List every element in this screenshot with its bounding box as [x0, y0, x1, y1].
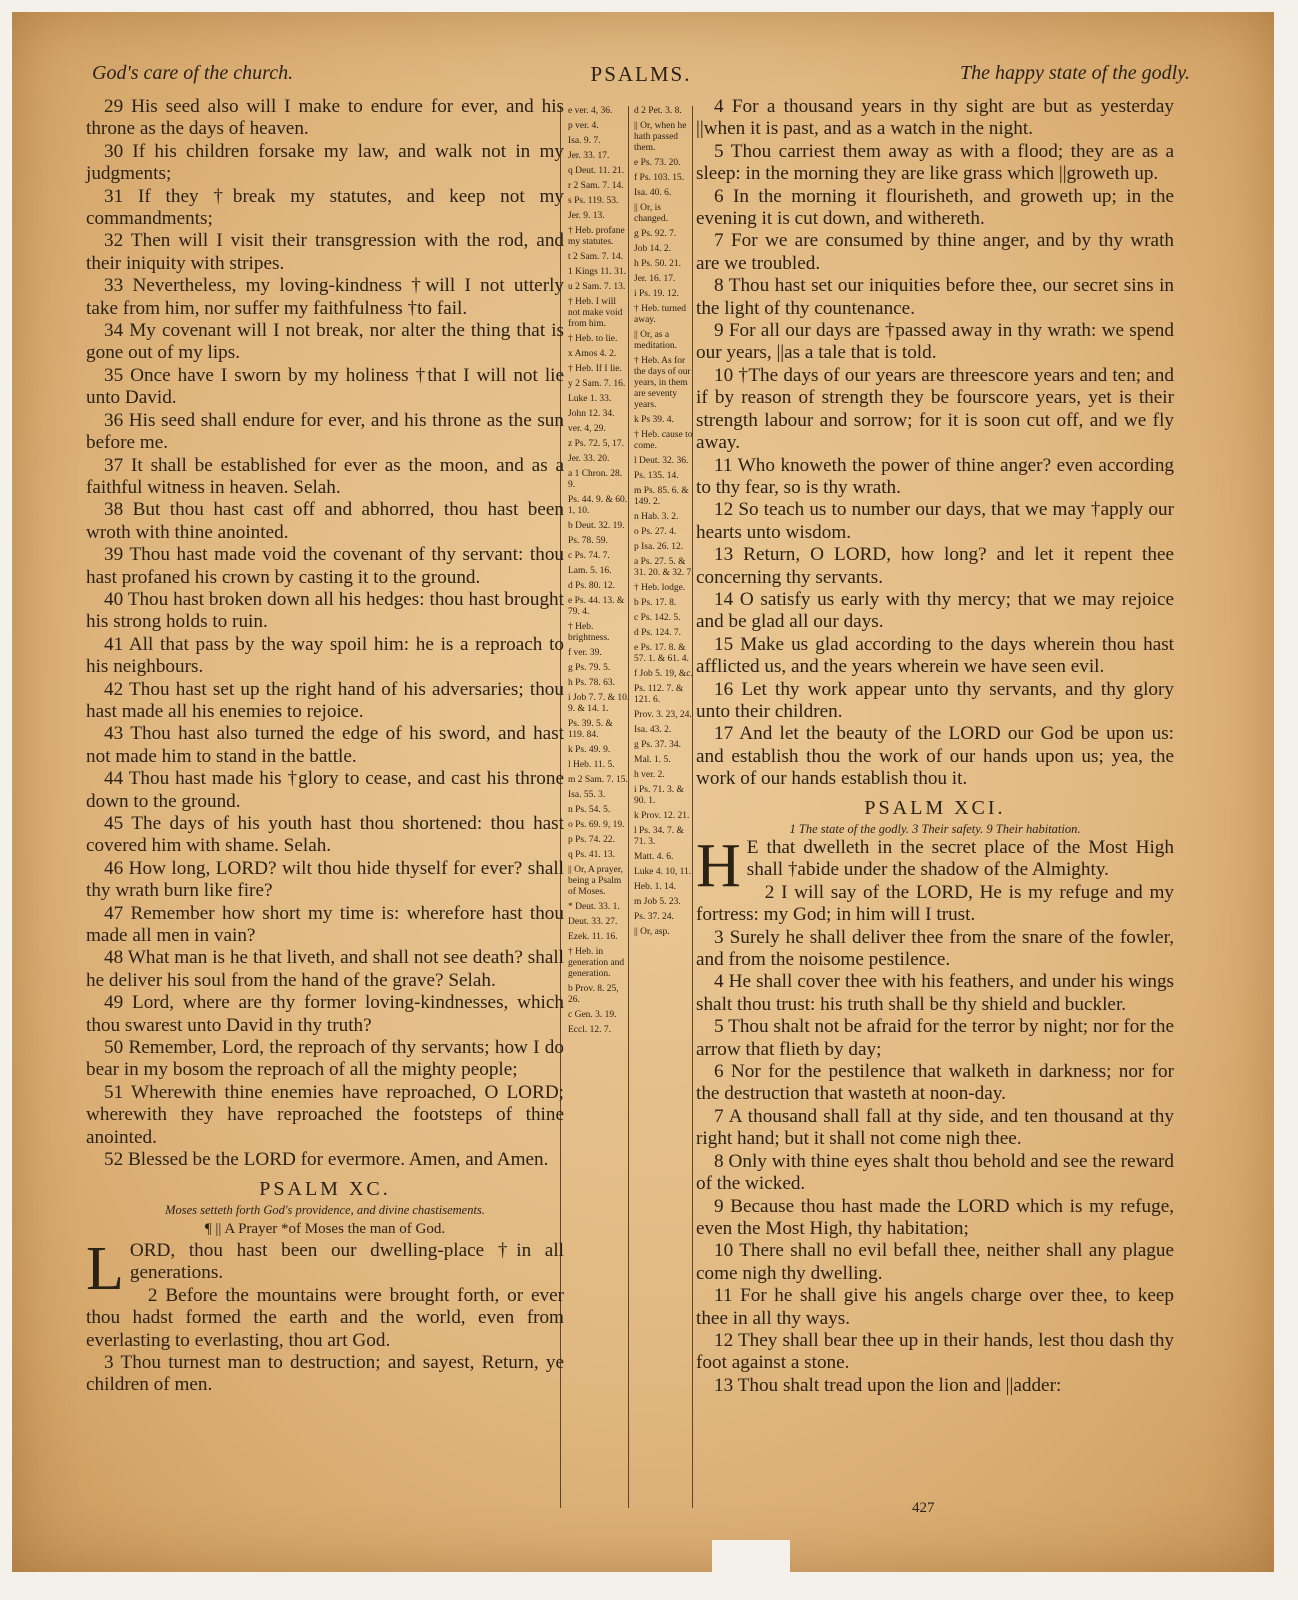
cross-reference: d Ps. 80. 12. — [568, 581, 615, 591]
psalm90-verses — [86, 1285, 564, 1397]
cross-reference: Job 14. 2. — [634, 244, 671, 254]
verse-text: For a thousand years in thy sight are but as yesterday ||when it is past, and as a watch in the night. — [696, 96, 1174, 140]
verse-number: 42 — [104, 678, 124, 700]
verse — [696, 1106, 1174, 1151]
cross-reference: † Heb. lodge. — [634, 583, 686, 593]
verse-number: 49 — [104, 992, 124, 1014]
cross-reference: † Heb. If I lie. — [568, 364, 622, 374]
verse-number: 3 — [104, 1351, 114, 1373]
cross-reference: ver. 4, 29. — [568, 424, 606, 434]
verse — [86, 992, 564, 1037]
verse-text: His seed also will I make to endure for ever, and his throne as the days of heaven. — [86, 96, 565, 140]
verse — [696, 589, 1174, 634]
verse — [86, 141, 564, 186]
cross-reference: Isa. 40. 6. — [634, 188, 672, 198]
verse-text: Thou hast made void the covenant of thy servant: thou hast profaned his crown by casting it to the ground. — [86, 544, 565, 588]
verse-number: 14 — [714, 588, 734, 610]
right-column — [696, 96, 1174, 1397]
verse-number: 16 — [714, 678, 734, 700]
verse-text: †The days of our years are threescore years and ten; and if by reason of strength they be fourscore years, yet is their strength labour and sorrow; for it is soon cut off, and we fly away. — [696, 364, 1174, 454]
cross-reference: i Ps. 71. 3. & 90. 1. — [634, 785, 684, 806]
cross-reference: k Prov. 12. 21. — [634, 811, 690, 821]
header-right: The happy state of the godly. — [960, 62, 1190, 84]
verse-text: Thou shalt not be afraid for the terror by night; nor for the arrow that flieth by day; — [696, 1016, 1174, 1060]
cross-reference: † Heb. profane my statutes. — [568, 226, 625, 247]
cross-reference: Jer. 9. 13. — [568, 211, 605, 221]
verse — [696, 1285, 1174, 1330]
verse-text: For all our days are †passed away in thy wrath: we spend our years, ||as a tale that is told. — [696, 320, 1174, 364]
verse-text: Wherewith thine enemies have reproached, O LORD; wherewith they have reproached the footsteps of thine anointed. — [86, 1081, 565, 1148]
verse — [86, 947, 564, 992]
verse — [86, 813, 564, 858]
verse — [86, 275, 564, 320]
verse-text: He shall cover thee with his feathers, and under his wings shalt thou trust: his truth shall be thy shield and buckler. — [696, 971, 1175, 1015]
verse-text: But thou hast cast off and abhorred, thou hast been wroth with thine anointed. — [86, 499, 565, 543]
verse-number: 31 — [104, 185, 124, 207]
cross-reference: Luke 1. 33. — [568, 394, 612, 404]
verse-text: Lord, where are thy former loving-kindnesses, which thou swarest unto David in thy truth? — [86, 992, 564, 1036]
cross-reference: Ps. 39. 5. & 119. 84. — [568, 719, 613, 740]
cross-reference: Heb. 1. 14. — [634, 882, 676, 892]
verse-text: Nor for the pestilence that walketh in darkness; nor for the destruction that wasteth at noon-day. — [696, 1061, 1174, 1105]
verse — [696, 1151, 1174, 1196]
cross-reference: Ps. 78. 59. — [568, 536, 608, 546]
cross-reference: c Gen. 3. 19. — [568, 1010, 617, 1020]
verse-number: 44 — [104, 768, 124, 790]
verse-number: 36 — [104, 409, 124, 431]
verse-number: 4 — [714, 971, 724, 993]
verse — [86, 96, 564, 141]
verse — [696, 1240, 1174, 1285]
cross-reference: a 1 Chron. 28. 9. — [568, 469, 623, 490]
verse — [696, 230, 1174, 275]
verse-text: Thou carriest them away as with a flood; they are as a sleep: in the morning they are like grass which ||groweth up. — [696, 140, 1174, 185]
verse-number: 6 — [714, 1061, 724, 1083]
cross-reference: e Ps. 17. 8. & 57. 1. & 61. 4. — [634, 643, 689, 664]
verse-text: O satisfy us early with thy mercy; that we may rejoice and be glad all our days. — [696, 588, 1174, 633]
verse-text: Thou hast made his †glory to cease, and cast his throne down to the ground. — [86, 768, 564, 812]
verse — [86, 186, 564, 231]
verse-text: Only with thine eyes shalt thou behold and see the reward of the wicked. — [696, 1150, 1174, 1195]
verse-text: Make us glad according to the days wherein thou hast afflicted us, and the years wherein we have seen evil. — [696, 633, 1175, 678]
verse-number: 50 — [104, 1037, 124, 1059]
verse-text: They shall bear thee up in their hands, lest thou dash thy foot against a stone. — [696, 1329, 1175, 1374]
psalm89-verses — [86, 96, 564, 1172]
verse — [86, 1352, 564, 1397]
cross-reference: f Ps. 103. 15. — [634, 173, 685, 183]
cross-reference: † Heb. to lie. — [568, 334, 618, 344]
cross-reference: Isa. 55. 3. — [568, 790, 606, 800]
cross-reference: Jer. 33. 17. — [568, 151, 610, 161]
verse — [86, 634, 564, 679]
verse-number: 12 — [714, 499, 734, 521]
verse — [696, 679, 1174, 724]
verse — [696, 320, 1174, 365]
verse-text: Thou hast also turned the edge of his sword, and hast not made him to stand in the battle. — [86, 723, 564, 767]
verse-text: My covenant will I not break, nor alter the thing that is gone out of my lips. — [86, 320, 564, 364]
verse — [696, 1061, 1174, 1106]
verse-text: Surely he shall deliver thee from the snare of the fowler, and from the noisome pestilence. — [696, 926, 1174, 971]
verse — [696, 971, 1174, 1016]
verse — [696, 1375, 1174, 1397]
verse — [86, 679, 564, 724]
verse — [696, 882, 1174, 927]
verse — [696, 141, 1174, 186]
verse-number: 2 — [764, 881, 775, 903]
verse-text: And let the beauty of the LORD our God be upon us: and establish thou the work of our hands upon us; yea, the work of our hands establish thou it. — [696, 723, 1174, 790]
verse-number: 38 — [104, 499, 124, 521]
verse — [696, 634, 1174, 679]
cross-reference: m Job 5. 23. — [634, 897, 681, 907]
cross-reference: b Prov. 8. 25, 26. — [568, 984, 619, 1005]
margin-references-left — [568, 106, 630, 1040]
verse-number: 40 — [104, 588, 124, 610]
cross-reference: Isa. 9. 7. — [568, 136, 601, 146]
cross-reference: y 2 Sam. 7. 16. — [568, 379, 626, 389]
psalm90-title: PSALM XC. — [259, 1177, 391, 1200]
verse-text: Nevertheless, my loving-kindness †will I not utterly take from him, nor suffer my faithfulness †to fail. — [86, 275, 565, 319]
left-column — [86, 96, 564, 1397]
cross-reference: n Hab. 3. 2. — [634, 512, 679, 522]
cross-reference: p Ps. 74. 22. — [568, 835, 615, 845]
cross-reference: l Ps. 34. 7. & 71. 3. — [634, 826, 684, 847]
cross-reference: o Ps. 69. 9, 19. — [568, 820, 625, 830]
verse-number: 39 — [104, 544, 124, 566]
verse-text: Thou turnest man to destruction; and sayest, Return, ye children of men. — [86, 1351, 564, 1396]
cross-reference: e ver. 4, 36. — [568, 106, 613, 116]
verse-text: For we are consumed by thine anger, and by thy wrath are we troubled. — [696, 230, 1174, 274]
verse-text: ORD, thou hast been our dwelling-place †in all generations. — [129, 1239, 564, 1284]
verse — [86, 1037, 564, 1082]
verse-text: Once have I sworn by my holiness †that I will not lie unto David. — [86, 364, 564, 409]
verse-number: 10 — [714, 1240, 734, 1262]
cross-reference: d 2 Pet. 3. 8. — [634, 106, 682, 116]
cross-reference: k Ps 39. 4. — [634, 415, 674, 425]
cross-reference: Luke 4. 10, 11. — [634, 867, 692, 877]
cross-reference: n Ps. 54. 5. — [568, 805, 611, 815]
cross-reference: || Or, asp. — [634, 927, 670, 937]
cross-reference: † Heb. in generation and generation. — [568, 947, 625, 979]
page-number: 427 — [912, 1500, 935, 1516]
verse-number: 9 — [714, 320, 724, 342]
psalm90-superscription: ¶ || A Prayer *of Moses the man of God. — [204, 1220, 446, 1237]
verse — [86, 230, 564, 275]
verse — [86, 455, 564, 500]
cross-reference: q Ps. 41. 13. — [568, 850, 615, 860]
psalm91-verses — [696, 882, 1174, 1397]
verse — [86, 858, 564, 903]
verse-text: So teach us to number our days, that we may †apply our hearts unto wisdom. — [696, 499, 1174, 543]
verse-number: 35 — [104, 364, 124, 386]
cross-reference: p ver. 4. — [568, 121, 599, 131]
cross-reference: Isa. 43. 2. — [634, 725, 672, 735]
verse — [86, 903, 564, 948]
verse — [696, 1016, 1174, 1061]
cross-reference: Lam. 5. 16. — [568, 566, 612, 576]
verse — [696, 544, 1174, 589]
verse — [696, 96, 1174, 141]
verse-number: 5 — [714, 1016, 724, 1038]
verse — [696, 275, 1174, 320]
cross-reference: Deut. 33. 27. — [568, 917, 618, 927]
cross-reference: f Job 5. 19, &c. — [634, 669, 693, 679]
verse-text: Thou hast set up the right hand of his adversaries; thou hast made all his enemies to rejoice. — [86, 678, 564, 722]
verse-number: 11 — [714, 454, 733, 476]
verse — [696, 1196, 1174, 1241]
cross-reference: g Ps. 92. 7. — [634, 229, 677, 239]
verse-text: I will say of the LORD, He is my refuge and my fortress: my God; in him will I trust. — [696, 881, 1174, 926]
cross-reference: m Ps. 85. 6. & 149. 2. — [634, 486, 689, 507]
cross-reference: Prov. 3. 23, 24. — [634, 710, 692, 720]
verse-number: 52 — [104, 1149, 124, 1171]
cross-reference: i Job 7. 7. & 10. 9. & 14. 1. — [568, 693, 630, 714]
cross-reference: l Deut. 32. 36. — [634, 456, 689, 466]
cross-reference: || Or, is changed. — [634, 203, 669, 224]
cross-reference: † Heb. cause to come. — [634, 430, 693, 451]
cross-reference: † Heb. turned away. — [634, 304, 686, 325]
verse-text: Before the mountains were brought forth, or ever thou hadst formed the earth and the world, even from everlasting to everlasting, thou art God. — [86, 1284, 564, 1351]
cross-reference: d Ps. 124. 7. — [634, 628, 681, 638]
psalm91-verse-1 — [696, 832, 1174, 900]
verse — [86, 410, 564, 455]
verse-number: 15 — [714, 633, 734, 655]
cross-reference: Ps. 37. 24. — [634, 912, 674, 922]
verse-number: 8 — [714, 275, 724, 297]
cross-reference: * Deut. 33. 1. — [568, 902, 620, 912]
cross-reference: x Amos 4. 2. — [568, 349, 617, 359]
verse-number: 17 — [714, 723, 734, 745]
cross-reference: Mal. 1. 5. — [634, 755, 671, 765]
psalm90-summary: Moses setteth forth God's providence, and divine chastisements. — [165, 1202, 485, 1217]
verse-number: 4 — [714, 96, 724, 117]
verse-text: For he shall give his angels charge over thee, to keep thee in all thy ways. — [696, 1285, 1174, 1329]
cross-reference: Matt. 4. 6. — [634, 852, 674, 862]
verse-number: 9 — [714, 1195, 724, 1217]
verse-number: 34 — [104, 320, 124, 342]
verse-number: 10 — [714, 364, 734, 386]
cross-reference: z Ps. 72. 5, 17. — [568, 439, 624, 449]
cross-reference: || Or, as a meditation. — [634, 330, 678, 351]
verse-text: A thousand shall fall at thy side, and ten thousand at thy right hand; but it shall not come nigh thee. — [696, 1105, 1174, 1150]
verse-number: 37 — [104, 454, 124, 476]
verse-number: 48 — [104, 947, 124, 969]
header-book-title: PSALMS. — [590, 62, 692, 86]
verse — [696, 723, 1174, 790]
verse — [86, 589, 564, 634]
cross-reference: † Heb. As for the days of our years, in them are seventy years. — [634, 356, 691, 410]
cross-reference: c Ps. 142. 5. — [634, 613, 681, 623]
verse-text: Thou shalt tread upon the lion and ||adder: — [737, 1374, 1062, 1396]
psalm91-title: PSALM XCI. — [864, 796, 1006, 819]
cross-reference: 1 Kings 11. 31. — [568, 267, 626, 277]
drop-cap: H — [696, 832, 741, 900]
verse — [86, 768, 564, 813]
verse-number: 33 — [104, 275, 124, 297]
cross-reference: Jer. 33. 20. — [568, 454, 610, 464]
cross-reference: g Ps. 37. 34. — [634, 740, 681, 750]
cross-reference: Jer. 16. 17. — [634, 274, 676, 284]
cross-reference: t 2 Sam. 7. 14. — [568, 252, 624, 262]
verse-text: There shall no evil befall thee, neither shall any plague come nigh thy dwelling. — [696, 1240, 1174, 1284]
verse-number: 6 — [714, 185, 724, 207]
verse-number: 30 — [104, 140, 124, 162]
psalm90-verse-1 — [86, 1234, 564, 1303]
verse-text: Thou hast set our iniquities before thee, our secret sins in the light of thy countenance. — [696, 275, 1174, 319]
verse — [86, 1149, 564, 1171]
verse-number: 13 — [714, 544, 734, 566]
cross-reference: Eccl. 12. 7. — [568, 1025, 612, 1035]
cross-reference: m 2 Sam. 7. 15. — [568, 775, 628, 785]
verse-text: It shall be established for ever as the moon, and as a faithful witness in heaven. Selah. — [86, 454, 565, 498]
verse-number: 47 — [104, 902, 124, 924]
verse-text: Because thou hast made the LORD which is my refuge, even the Most High, thy habitation; — [696, 1195, 1175, 1239]
drop-cap: L — [86, 1234, 124, 1303]
verse-number: 7 — [714, 230, 724, 252]
verse-number: 13 — [714, 1374, 734, 1396]
verse-text: Let thy work appear unto thy servants, and thy glory unto their children. — [696, 678, 1174, 722]
cross-reference: c Ps. 74. 7. — [568, 551, 610, 561]
cross-reference: || Or, A prayer, being a Psalm of Moses. — [568, 865, 624, 897]
verse — [86, 320, 564, 365]
verse-text: Remember how short my time is: wherefore hast thou made all men in vain? — [86, 902, 564, 947]
cross-reference: a Ps. 27. 5. & 31. 20. & 32. 7. — [634, 557, 694, 578]
cross-reference: p Isa. 26. 12. — [634, 542, 684, 552]
cross-reference: r 2 Sam. 7. 14. — [568, 181, 624, 191]
cross-reference: h Ps. 50. 21. — [634, 259, 681, 269]
verse — [86, 1082, 564, 1149]
verse-number: 43 — [104, 723, 124, 745]
verse-number: 29 — [104, 96, 124, 117]
verse-text: Then will I visit their transgression with the rod, and their iniquity with stripes. — [86, 230, 565, 274]
verse-text: If his children forsake my law, and walk not in my judgments; — [86, 140, 564, 185]
verse-text: Remember, Lord, the reproach of thy servants; how I do bear in my bosom the reproach of all the mighty people; — [86, 1037, 564, 1081]
cross-reference: Ps. 135. 14. — [634, 471, 679, 481]
verse-number: 46 — [104, 857, 124, 879]
bible-page — [12, 12, 1274, 1572]
verse-text: His seed shall endure for ever, and his throne as the sun before me. — [86, 409, 564, 454]
cross-reference: Ezek. 11. 16. — [568, 932, 618, 942]
cross-reference: k Ps. 49. 9. — [568, 745, 611, 755]
cross-reference: i Ps. 19. 12. — [634, 289, 679, 299]
verse-text: Blessed be the LORD for evermore. Amen, and Amen. — [127, 1149, 549, 1171]
verse-text: In the morning it flourisheth, and groweth up; in the evening it is cut down, and withereth. — [696, 185, 1174, 230]
verse-number: 5 — [714, 140, 724, 162]
verse — [86, 544, 564, 589]
verse — [86, 723, 564, 768]
verse — [86, 1285, 564, 1352]
verse — [86, 365, 564, 410]
cross-reference: † Heb. brightness. — [568, 622, 610, 643]
verse-number: 12 — [714, 1329, 734, 1351]
verse-number: 32 — [104, 230, 124, 252]
psalm91-summary: 1 The state of the godly. 3 Their safety. 9 Their habitation. — [789, 822, 1081, 836]
cross-reference: g Ps. 79. 5. — [568, 663, 611, 673]
verse-text: Thou hast broken down all his hedges: thou hast brought his strong holds to ruin. — [86, 588, 564, 633]
verse-text: How long, LORD? wilt thou hide thyself for ever? shall thy wrath burn like fire? — [86, 857, 565, 902]
verse-text: Who knoweth the power of thine anger? even according to thy fear, so is thy wrath. — [696, 454, 1175, 498]
verse-text: The days of his youth hast thou shortened: thou hast covered him with shame. Selah. — [86, 813, 564, 857]
cross-reference: q Deut. 11. 21. — [568, 166, 625, 176]
cross-reference: e Ps. 73. 20. — [634, 158, 681, 168]
verse — [696, 927, 1174, 972]
verse-number: 51 — [104, 1081, 124, 1103]
cross-reference: o Ps. 27. 4. — [634, 527, 677, 537]
margin-references-right — [634, 106, 696, 942]
cross-reference: Ps. 112. 7. & 121. 6. — [634, 684, 684, 705]
verse-number: 11 — [714, 1285, 733, 1307]
cross-reference: † Heb. I will not make void from him. — [568, 297, 623, 329]
verse — [696, 365, 1174, 455]
verse-number: 2 — [147, 1284, 158, 1306]
verse-number: 41 — [104, 633, 124, 655]
verse — [696, 186, 1174, 231]
cross-reference: h ver. 2. — [634, 770, 665, 780]
cross-reference: John 12. 34. — [568, 409, 615, 419]
verse-number: 45 — [104, 813, 124, 834]
cross-reference: || Or, when he hath passed them. — [634, 121, 687, 153]
cross-reference: Ps. 44. 9. & 60. 1, 10. — [568, 495, 628, 516]
verse-text: What man is he that liveth, and shall not see death? shall he deliver his soul from the hand of the grave? Selah. — [86, 947, 565, 991]
cross-reference: b Deut. 32. 19. — [568, 521, 625, 531]
verse-text: E that dwelleth in the secret place of the Most High shall †abide under the shadow of the Almighty. — [746, 837, 1174, 881]
verse-number: 7 — [714, 1105, 724, 1127]
verse-number: 3 — [714, 926, 724, 948]
cross-reference: u 2 Sam. 7. 13. — [568, 282, 626, 292]
header-left: God's care of the church. — [92, 62, 294, 84]
verse — [696, 1330, 1174, 1375]
verse — [696, 499, 1174, 544]
cross-reference: b Ps. 17. 8. — [634, 598, 677, 608]
verse — [86, 499, 564, 544]
cross-reference: f ver. 39. — [568, 648, 602, 658]
verse-text: Return, O LORD, how long? and let it repent thee concerning thy servants. — [696, 544, 1174, 588]
verse — [696, 455, 1174, 500]
verse-text: All that pass by the way spoil him: he is a reproach to his neighbours. — [86, 633, 564, 678]
cross-reference: l Heb. 11. 5. — [568, 760, 615, 770]
cross-reference: e Ps. 44. 13. & 79. 4. — [568, 596, 625, 617]
verse-text: If they †break my statutes, and keep not my commandments; — [86, 185, 564, 230]
cross-reference: s Ps. 119. 53. — [568, 196, 619, 206]
psalm90-continued-verses — [696, 96, 1174, 791]
cross-reference: h Ps. 78. 63. — [568, 678, 615, 688]
verse-number: 8 — [714, 1150, 724, 1172]
